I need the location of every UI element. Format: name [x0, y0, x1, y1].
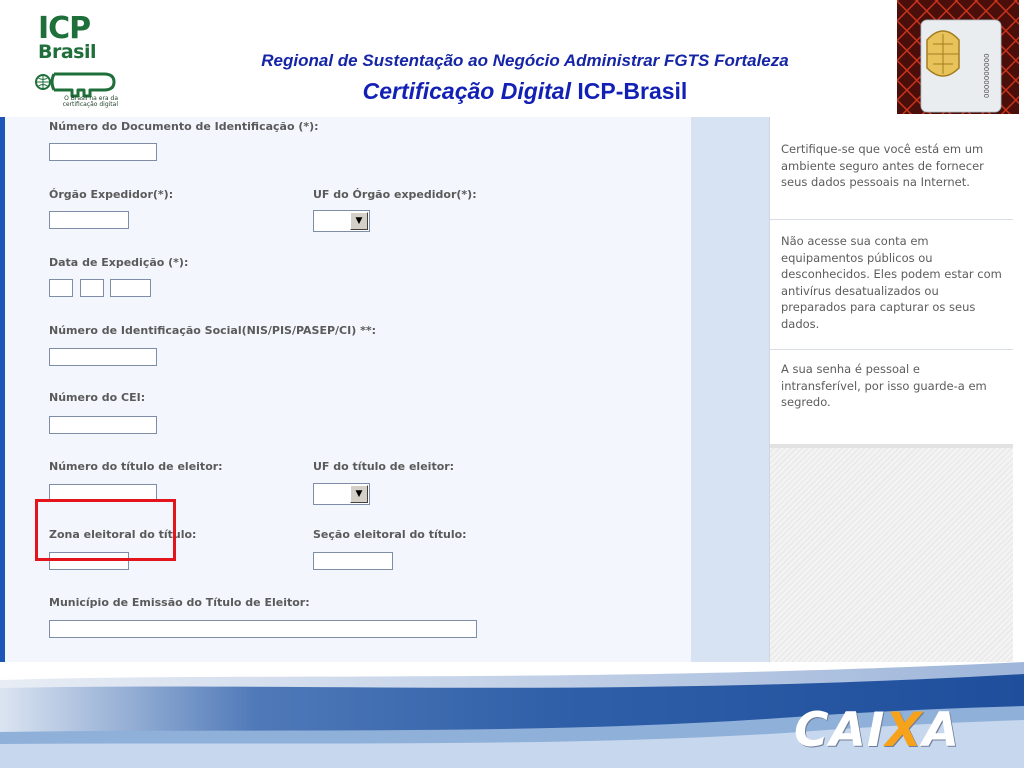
voter-section-label: Seção eleitoral do título: — [313, 528, 467, 541]
issuer-label: Órgão Expedidor(*): — [49, 188, 174, 201]
doc-number-label: Número do Documento de Identificação (*): — [49, 120, 319, 133]
personal-data-form — [5, 117, 691, 662]
security-tip: A sua senha é pessoal e intransferível, por isso guarde-a em segredo. — [781, 362, 987, 409]
divider — [770, 219, 1013, 220]
caixa-logo — [794, 703, 960, 758]
logo-brasil-text: Brasil — [38, 41, 97, 63]
issuer-uf-label: UF do Órgão expedidor(*): — [313, 188, 477, 201]
issue-date-day-input[interactable] — [49, 279, 73, 297]
caixa-logo-text-a: CAI — [794, 703, 886, 758]
voter-zone-label: Zona eleitoral do título: — [49, 528, 197, 541]
title-rest-part: ICP-Brasil — [571, 78, 688, 104]
chevron-down-icon[interactable]: ▼ — [350, 485, 368, 503]
column-gutter — [691, 117, 769, 662]
voter-section-input[interactable] — [313, 552, 393, 570]
voter-title-label: Número do título de eleitor: — [49, 460, 223, 473]
cei-label: Número do CEI: — [49, 391, 146, 404]
doc-number-input[interactable] — [49, 143, 157, 161]
panel-pattern — [770, 444, 1013, 666]
smart-card-chip-icon — [897, 0, 1019, 114]
right-edge-bar — [1013, 117, 1024, 662]
issue-date-month-input[interactable] — [80, 279, 104, 297]
security-tips-panel — [769, 117, 1013, 662]
cei-input[interactable] — [49, 416, 157, 434]
caixa-logo-text-b: A — [922, 703, 960, 758]
slide-title-line2 — [150, 78, 900, 105]
issuer-input[interactable] — [49, 211, 129, 229]
issuer-uf-select[interactable] — [313, 210, 370, 232]
issue-date-label: Data de Expedição (*): — [49, 256, 189, 269]
browser-screenshot — [0, 117, 1024, 662]
title-italic-part: Certificação Digital — [362, 78, 571, 104]
slide-header — [0, 0, 1024, 117]
security-tip: Não acesse sua conta em equipamentos públicos ou desconhecidos. Eles podem estar com antivírus desatualizados ou preparados para capturar os seus dados. — [781, 234, 1002, 331]
voter-city-input[interactable] — [49, 620, 477, 638]
voter-uf-label: UF do título de eleitor: — [313, 460, 455, 473]
voter-uf-select[interactable] — [313, 483, 370, 505]
caixa-logo-x: X — [885, 703, 923, 758]
divider — [770, 349, 1013, 350]
slide-title-line1: Regional de Sustentação ao Negócio Administrar FGTS Fortaleza — [261, 51, 789, 70]
cei-highlight-box — [35, 499, 176, 561]
smart-card-image — [897, 0, 1019, 114]
voter-city-label: Município de Emissão do Título de Eleitor: — [49, 596, 310, 609]
icp-brasil-logo — [34, 11, 118, 110]
card-serial-text: 0000000000 — [983, 53, 991, 98]
logo-tagline: O Brasil na era da certificação digital — [62, 95, 118, 108]
logo-icp-text: ICP — [38, 11, 91, 46]
nis-input[interactable] — [49, 348, 157, 366]
issue-date-year-input[interactable] — [110, 279, 151, 297]
nis-label: Número de Identificação Social(NIS/PIS/PASEP/CI) **: — [49, 324, 376, 337]
chevron-down-icon[interactable]: ▼ — [350, 212, 368, 230]
security-tip: Certifique-se que você está em um ambiente seguro antes de fornecer seus dados pessoais na Internet. — [781, 142, 984, 189]
